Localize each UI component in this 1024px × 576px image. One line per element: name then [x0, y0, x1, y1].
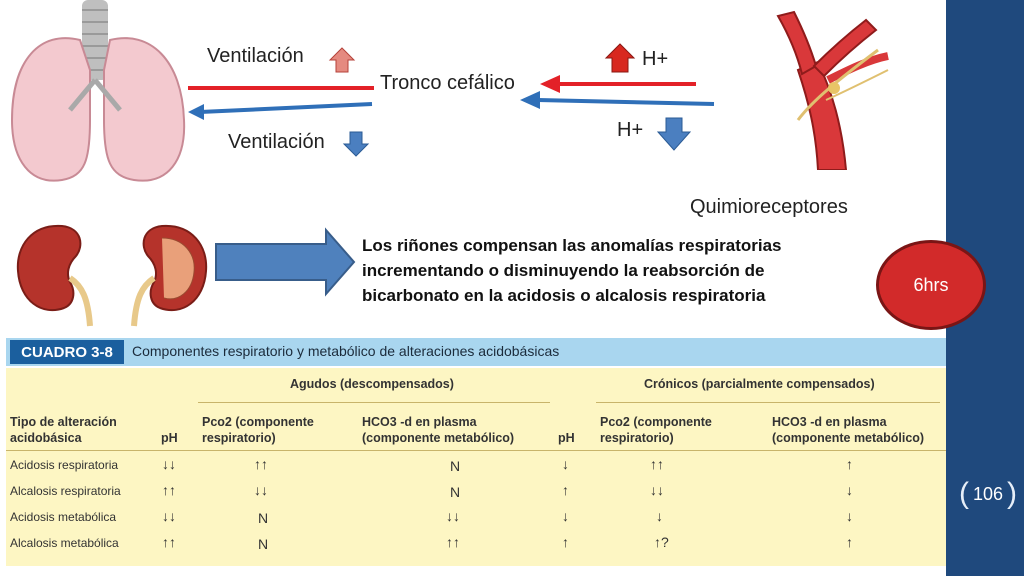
blue-arrow-left [200, 104, 372, 112]
row-ph: ↑↑ [162, 482, 176, 498]
col-pco2-header [202, 414, 314, 446]
row-pco2-2: ↑? [654, 534, 669, 550]
row-hco3-2: ↑ [846, 456, 853, 472]
arrow-up-icon [606, 44, 634, 72]
kidney-text-line: Los riñones compensan las anomalías respiratorias [362, 236, 782, 255]
row-pco2-2: ↓ [656, 508, 663, 524]
h-down-label: H+ [617, 119, 644, 141]
kidney-description [362, 233, 782, 308]
col-hco3-line: (componente metabólico) [772, 431, 925, 445]
row-ph: ↓↓ [162, 456, 176, 472]
block-arrow-icon [216, 230, 354, 294]
row-ph: ↓↓ [162, 508, 176, 524]
bracket-left: ( [958, 477, 969, 510]
col-pco2-line: respiratorio) [600, 431, 674, 445]
row-hco3: N [450, 458, 461, 474]
row-ph2: ↓ [562, 456, 569, 472]
col-hco3-header-2 [772, 414, 924, 446]
time-badge [876, 240, 986, 330]
col-hco3-line: HCO3 -d en plasma [362, 415, 477, 429]
ventilation-up-label: Ventilación [207, 45, 304, 67]
row-hco3-2: ↓ [846, 482, 853, 498]
arrow-down-icon [344, 132, 368, 156]
row-hco3: ↑↑ [446, 534, 460, 550]
col-ph-header-2: pH [558, 431, 575, 445]
acid-base-table [6, 338, 946, 566]
kidney-text-line: bicarbonato en la acidosis o alcalosis respiratoria [362, 286, 766, 305]
row-hco3-2: ↑ [846, 534, 853, 550]
row-hco3: N [450, 484, 461, 500]
time-badge-label: 6hrs [913, 274, 949, 295]
col-type-line: Tipo de alteración [10, 415, 117, 429]
row-name: Acidosis metabólica [10, 510, 117, 524]
col-hco3-header [362, 414, 514, 446]
col-pco2-header-2 [600, 414, 712, 446]
row-ph2: ↓ [562, 508, 569, 524]
quimio-label: Quimioreceptores [690, 196, 848, 218]
col-ph-header: pH [161, 431, 178, 445]
row-name: Alcalosis respiratoria [10, 484, 121, 498]
divider [596, 402, 940, 403]
row-hco3: ↓↓ [446, 508, 460, 524]
divider [198, 402, 550, 403]
page-number-value: 106 [972, 483, 1004, 504]
kidney-text-line: incrementando o disminuyendo la reabsorción de [362, 261, 765, 280]
col-hco3-line: (componente metabólico) [362, 431, 515, 445]
page-number [958, 474, 1018, 514]
col-hco3-line: HCO3 -d en plasma [772, 415, 887, 429]
row-pco2-2: ↑↑ [650, 456, 664, 472]
row-ph: ↑↑ [162, 534, 176, 550]
row-hco3-2: ↓ [846, 508, 853, 524]
row-pco2-2: ↓↓ [650, 482, 664, 498]
ventilation-down-label: Ventilación [228, 131, 325, 153]
table-body [6, 368, 946, 566]
row-pco2: ↓↓ [254, 482, 268, 498]
col-pco2-line: Pco2 (componente [600, 415, 712, 429]
row-name: Acidosis respiratoria [10, 458, 119, 472]
divider [6, 450, 946, 451]
row-ph2: ↑ [562, 482, 569, 498]
col-pco2-line: respiratorio) [202, 431, 276, 445]
bracket-right: ) [1007, 477, 1018, 510]
row-ph2: ↑ [562, 534, 569, 550]
row-name: Alcalosis metabólica [10, 536, 119, 550]
table-header-bar [6, 338, 946, 366]
row-pco2: N [258, 510, 269, 526]
blue-arrow-left-2 [538, 100, 714, 104]
row-pco2: ↑↑ [254, 456, 268, 472]
group-chronic: Crónicos (parcialmente compensados) [644, 377, 875, 391]
col-pco2-line: Pco2 (componente [202, 415, 314, 429]
table-label: CUADRO 3-8 [10, 340, 124, 364]
arrow-up-icon [330, 48, 354, 72]
table-title: Componentes respiratorio y metabólico de alteraciones acidobásicas [132, 343, 560, 359]
col-type-header [10, 414, 117, 446]
col-type-line: acidobásica [10, 431, 82, 445]
h-up-label: H+ [642, 48, 669, 70]
arrow-down-icon [658, 118, 690, 150]
row-pco2: N [258, 536, 269, 552]
group-acute: Agudos (descompensados) [290, 377, 454, 391]
tronco-label: Tronco cefálico [380, 72, 515, 94]
